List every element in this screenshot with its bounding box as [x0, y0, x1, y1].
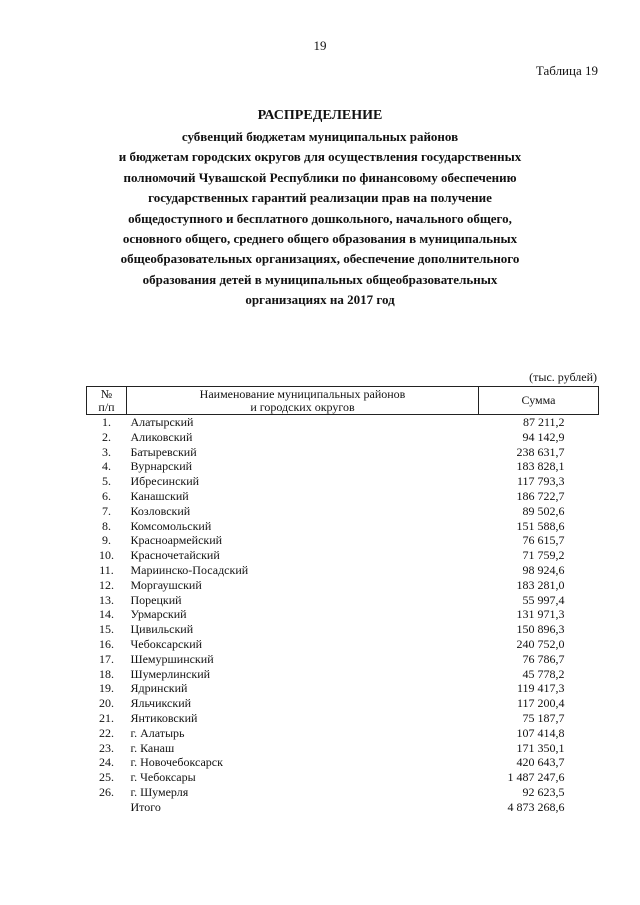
title-line: образования детей в муниципальных общеобразовательных [142, 271, 498, 287]
row-number: 15. [99, 622, 114, 637]
header-name [127, 387, 479, 415]
title-line: полномочий Чувашской Республики по финансовому обеспечению [123, 169, 517, 185]
row-sum: 94 142,9 [522, 429, 565, 444]
total-sum: 4 873 268,6 [507, 799, 565, 814]
row-number: 16. [99, 636, 114, 651]
row-name: Козловский [130, 503, 191, 518]
row-name: Мариинско-Посадский [130, 562, 249, 577]
header-sum: Сумма [479, 387, 599, 415]
row-number: 7. [102, 503, 111, 518]
table-row [87, 445, 599, 460]
row-number: 9. [102, 533, 111, 548]
row-sum: 186 722,7 [516, 488, 565, 503]
header-name-line: и городских округов [250, 399, 355, 414]
title-line: общедоступного и бесплатного дошкольного, начального общего, [128, 210, 512, 226]
table-row [87, 504, 599, 519]
row-sum: 117 200,4 [516, 696, 565, 711]
row-name: Вурнарский [130, 459, 193, 474]
row-sum: 89 502,6 [522, 503, 565, 518]
title-line: и бюджетам городских округов для осуществления государственных [118, 149, 522, 165]
row-name: г. Алатырь [130, 725, 185, 740]
table-row [87, 711, 599, 726]
row-name: Комсомольский [130, 518, 212, 533]
row-number: 11. [99, 562, 114, 577]
row-number: 13. [99, 592, 114, 607]
total-number [87, 800, 127, 815]
title-subtitle [60, 127, 580, 311]
row-name: Шемуршинский [130, 651, 214, 666]
row-name: г. Канаш [130, 740, 175, 755]
row-name: Ибресинский [130, 474, 200, 489]
row-name: Цивильский [130, 622, 194, 637]
row-number: 19. [99, 681, 114, 696]
row-name: Красночетайский [130, 548, 220, 563]
table-row [87, 415, 599, 430]
row-number: 17. [99, 651, 114, 666]
row-name: Янтиковский [130, 710, 198, 725]
title-line: субвенций бюджетам муниципальных районов [181, 129, 459, 144]
row-name: г. Новочебоксарск [130, 755, 223, 770]
row-sum: 420 643,7 [516, 755, 565, 770]
row-name: Батыревский [130, 444, 197, 459]
row-sum: 150 896,3 [516, 622, 565, 637]
table-header-row [87, 387, 599, 415]
table-row [87, 474, 599, 489]
row-sum: 87 211,2 [522, 415, 565, 429]
row-number: 18. [99, 666, 114, 681]
row-number: 1. [102, 415, 111, 429]
header-name-line: Наименование муниципальных районов [199, 386, 406, 401]
table-row [87, 741, 599, 756]
row-number: 10. [99, 548, 114, 563]
header-number [87, 387, 127, 415]
row-sum: 45 778,2 [522, 666, 565, 681]
row-number: 23. [99, 740, 114, 755]
row-name: Порецкий [130, 592, 182, 607]
row-number: 12. [99, 577, 114, 592]
row-name: Канашский [130, 488, 189, 503]
row-number: 22. [99, 725, 114, 740]
row-sum: 76 786,7 [522, 651, 565, 666]
page-number: 19 [313, 38, 327, 53]
table-row [87, 489, 599, 504]
row-name: Шумерлинский [130, 666, 211, 681]
table-row [87, 770, 599, 785]
row-number: 3. [102, 444, 111, 459]
table-row [87, 667, 599, 682]
table-row [87, 459, 599, 474]
row-sum: 98 924,6 [522, 562, 565, 577]
row-sum: 151 588,6 [516, 518, 565, 533]
row-number: 6. [102, 488, 111, 503]
row-sum: 183 281,0 [516, 577, 565, 592]
row-name: Ядринский [130, 681, 188, 696]
table-row [87, 593, 599, 608]
row-name: Аликовский [130, 429, 193, 444]
row-name: г. Шумерля [130, 784, 189, 799]
table-row [87, 519, 599, 534]
title-main: РАСПРЕДЕЛЕНИЕ [257, 108, 383, 123]
row-sum: 131 971,3 [516, 607, 565, 622]
table-row [87, 548, 599, 563]
row-number: 24. [99, 755, 114, 770]
row-name: Красноармейский [130, 533, 223, 548]
title-line: основного общего, среднего общего образования в муниципальных [122, 231, 518, 247]
table-row [87, 696, 599, 711]
row-number: 8. [102, 518, 111, 533]
table-label: Таблица 19 [535, 63, 598, 78]
row-name: Урмарский [130, 607, 187, 622]
table-row [87, 681, 599, 696]
row-number: 14. [99, 607, 114, 622]
table-row [87, 652, 599, 667]
row-number: 20. [99, 696, 114, 711]
row-sum: 107 414,8 [516, 725, 565, 740]
row-sum: 171 350,1 [516, 740, 565, 755]
total-label: Итого [130, 799, 161, 814]
table-row [87, 430, 599, 445]
row-name: Алатырский [130, 415, 194, 429]
row-number: 4. [102, 459, 111, 474]
row-sum: 55 997,4 [522, 592, 565, 607]
row-sum: 76 615,7 [522, 533, 565, 548]
row-number: 2. [102, 429, 111, 444]
table-row [87, 726, 599, 741]
title-line: организациях на 2017 год [245, 292, 395, 308]
row-sum: 240 752,0 [516, 636, 565, 651]
row-sum: 71 759,2 [522, 548, 565, 563]
table-row [87, 607, 599, 622]
row-sum: 238 631,7 [516, 444, 565, 459]
row-name: Яльчикский [130, 696, 192, 711]
row-number: 26. [99, 784, 114, 799]
table-row [87, 755, 599, 770]
row-sum: 92 623,5 [522, 784, 565, 799]
table-total-row [87, 800, 599, 815]
row-sum: 183 828,1 [516, 459, 565, 474]
row-sum: 1 487 247,6 [507, 770, 565, 785]
table-row [87, 622, 599, 637]
table-row [87, 578, 599, 593]
title-line: государственных гарантий реализации прав на получение [148, 190, 492, 206]
table-row [87, 563, 599, 578]
table-row [87, 785, 599, 800]
units-note: (тыс. рублей) [529, 370, 597, 384]
table-row [87, 637, 599, 652]
row-name: Чебоксарский [130, 636, 203, 651]
row-sum: 75 187,7 [522, 710, 565, 725]
title-line: общеобразовательных организациях, обеспечение дополнительного [120, 251, 520, 267]
document-title [60, 108, 580, 311]
row-sum: 117 793,3 [516, 474, 565, 489]
table-row [87, 533, 599, 548]
header-number-line: № [100, 386, 113, 401]
distribution-table [86, 386, 599, 815]
row-name: Моргаушский [130, 577, 202, 592]
row-name: г. Чебоксары [130, 770, 196, 785]
header-number-line: п/п [98, 399, 115, 414]
row-number: 21. [99, 710, 114, 725]
row-number: 25. [99, 770, 114, 785]
row-number: 5. [102, 474, 111, 489]
row-sum: 119 417,3 [516, 681, 565, 696]
